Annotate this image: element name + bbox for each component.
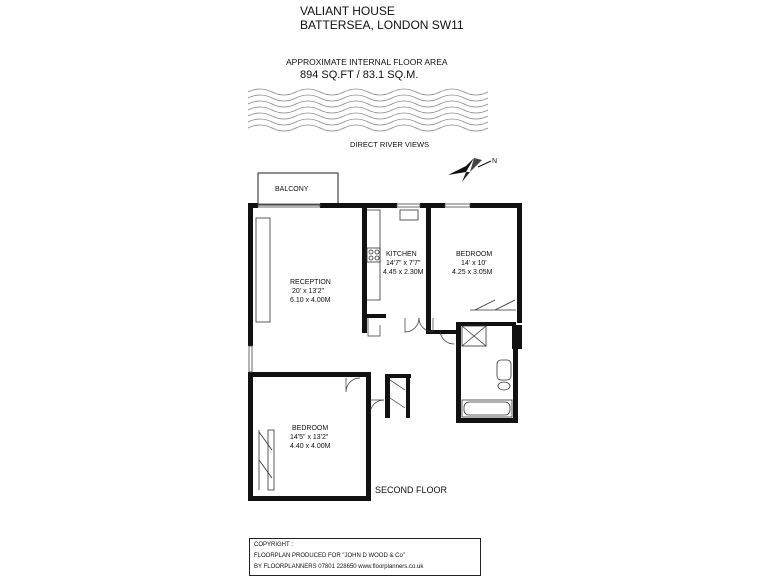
reception-unit: [256, 218, 270, 322]
bedroom2-imperial: 14'5" x 13'2": [290, 434, 329, 441]
copyright-line1: COPYRIGHT :: [254, 542, 293, 548]
bedroom2-wardrobe: [259, 430, 274, 490]
copyright-line3: BY FLOORPLANNERS 07801 228650 www.floorplanners.co.uk: [254, 564, 424, 570]
walls: [248, 203, 522, 501]
compass-north-label: N: [492, 158, 498, 165]
bedroom1-metric: 4.25 x 3.05M: [452, 269, 493, 276]
bedroom1-imperial: 14' x 10': [461, 260, 487, 267]
reception-imperial: 20' x 13'2": [292, 288, 325, 295]
bedroom2-name: BEDROOM: [292, 425, 329, 432]
reception-metric: 6.10 x 4.00M: [290, 297, 331, 304]
bedroom-wardrobe: [470, 300, 516, 310]
kitchen-label: [383, 251, 424, 276]
bedroom2-metric: 4.40 x 4.00M: [290, 443, 331, 450]
copyright-box: [249, 538, 481, 576]
bedroom2-label: [290, 425, 331, 450]
hall-cupboards: [390, 380, 405, 408]
area-value: 894 SQ.FT / 83.1 SQ.M.: [300, 69, 419, 81]
compass-icon: [448, 158, 497, 182]
building-name: VALIANT HOUSE: [300, 4, 395, 18]
balcony-label: BALCONY: [275, 186, 309, 193]
area-heading: APPROXIMATE INTERNAL FLOOR AREA: [286, 57, 448, 67]
bedroom1-label: [452, 251, 493, 276]
kitchen-imperial: 14'7" x 7'7": [386, 260, 421, 267]
bathroom-fixtures: [462, 326, 512, 417]
reception-label: [290, 279, 331, 304]
kitchen-name: KITCHEN: [386, 251, 417, 258]
kitchen-metric: 4.45 x 2.30M: [383, 269, 424, 276]
river-waves-icon: [248, 89, 488, 131]
bedroom1-name: BEDROOM: [456, 251, 493, 258]
copyright-line2: FLOORPLAN PRODUCED FOR "JOHN D WOOD & Co": [254, 553, 405, 559]
reception-name: RECEPTION: [290, 279, 331, 286]
building-address: BATTERSEA, LONDON SW11: [300, 18, 464, 32]
river-views-label: DIRECT RIVER VIEWS: [350, 140, 430, 149]
windows: [249, 204, 470, 372]
floor-label: SECOND FLOOR: [375, 485, 448, 495]
